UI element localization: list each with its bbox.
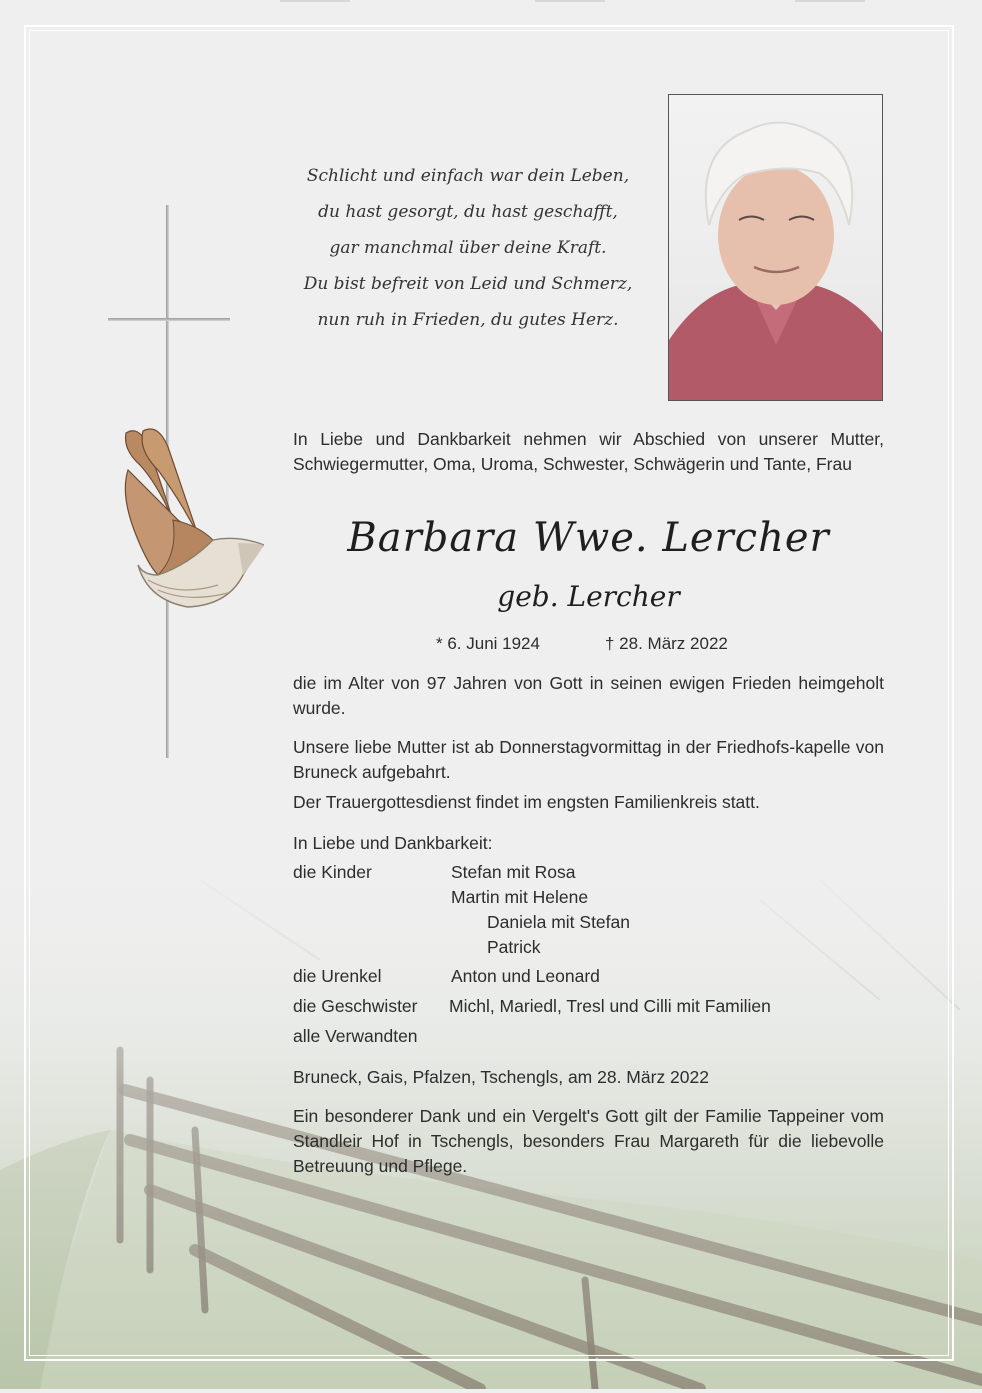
- poem-line: gar manchmal über deine Kraft.: [329, 238, 607, 258]
- deceased-name: Barbara Wwe. Lercher: [347, 515, 830, 561]
- grandchildren-entry: Patrick: [487, 937, 541, 957]
- maiden-name: geb. Lercher: [497, 580, 680, 613]
- special-thanks: Ein besonderer Dank und ein Vergelt's Gott gilt der Familie Tappeiner vom Standleir Hof in Tschengls, besonders Frau Margareth für die liebevolle Betreuung und Pflege.: [293, 1106, 884, 1176]
- poem-line: Schlicht und einfach war dein Leben,: [306, 166, 630, 186]
- siblings-entry: Michl, Mariedl, Tresl und Cilli mit Familien: [449, 996, 771, 1016]
- funeral-service-notice: Der Trauergottesdienst findet im engsten Familienkreis statt.: [293, 792, 760, 812]
- age-text: die im Alter von 97 Jahren von Gott in seinen ewigen Frieden heimgeholt wurde.: [293, 673, 884, 718]
- memorial-poem: [282, 158, 654, 338]
- intro-text: In Liebe und Dankbarkeit nehmen wir Abschied von unserer Mutter, Schwiegermutter, Oma, Uroma, Schwester, Schwägerin und Tante, Frau: [293, 429, 884, 474]
- relatives-label: alle Verwandten: [293, 1026, 418, 1046]
- cross-horizontal-beam: [108, 318, 230, 321]
- birth-date: * 6. Juni 1924: [436, 634, 540, 653]
- notice-text: [293, 735, 884, 815]
- poem-line: Du bist befreit von Leid und Schmerz,: [303, 274, 633, 294]
- children-label: die Kinder: [293, 862, 372, 882]
- portrait-photo: [668, 94, 883, 401]
- great-grandchildren-entry: Anton und Leonard: [451, 966, 600, 986]
- great-grandchildren-label: die Urenkel: [293, 966, 382, 986]
- children-entry: Stefan mit Rosa: [451, 862, 576, 882]
- poem-line: nun ruh in Frieden, du gutes Herz.: [317, 310, 619, 330]
- praying-hands-icon: [118, 425, 264, 610]
- children-entry: Martin mit Helene: [451, 887, 589, 907]
- grandchildren-entry: Daniela mit Stefan: [487, 912, 630, 932]
- death-date: † 28. März 2022: [605, 634, 728, 653]
- mourners-heading: In Liebe und Dankbarkeit:: [293, 833, 493, 853]
- poem-line: du hast gesorgt, du hast geschafft,: [318, 202, 618, 222]
- place-date: Bruneck, Gais, Pfalzen, Tschengls, am 28. März 2022: [293, 1067, 709, 1087]
- siblings-label: die Geschwister: [293, 996, 418, 1016]
- laying-out-notice: Unsere liebe Mutter ist ab Donnerstagvormittag in der Friedhofs-kapelle von Bruneck aufgebahrt.: [293, 737, 884, 782]
